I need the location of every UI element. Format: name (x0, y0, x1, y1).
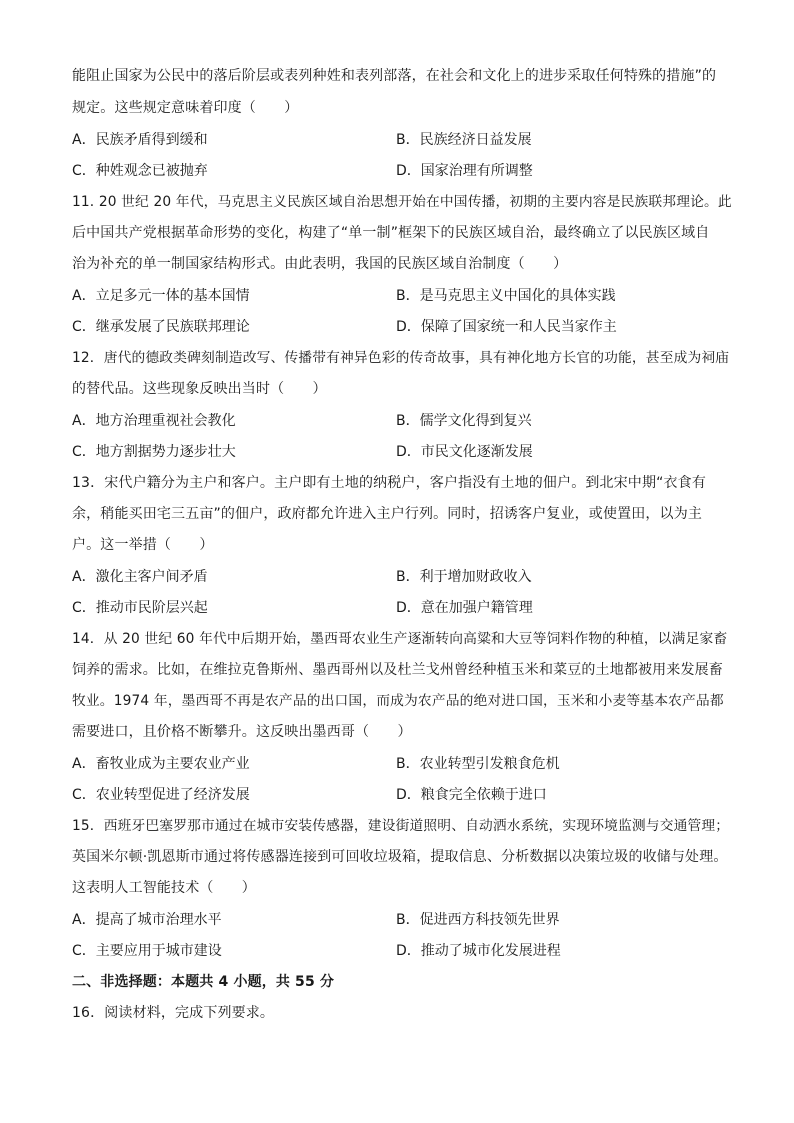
option-d: D．粮食完全依赖于进口 (396, 787, 547, 803)
option-c: C．地方割据势力逐步壮大 (72, 444, 236, 460)
question-14-line: 14．从 20 世纪 60 年代中后期开始，墨西哥农业生产逐渐转向高粱和大豆等饲料作物的种植，以满足家畜 (72, 631, 728, 647)
question-15-line: 15．西班牙巴塞罗那市通过在城市安装传感器，建设街道照明、自动洒水系统，实现环境监测与交通管理； (72, 818, 730, 834)
question-11-line: 11. 20 世纪 20 年代，马克思主义民族区域自治思想开始在中国传播，初期的主要内容是民族联邦理论。此 (72, 194, 732, 210)
option-b: B．利于增加财政收入 (396, 569, 532, 585)
question-13-line: 13．宋代户籍分为主户和客户。主户即有土地的纳税户，客户指没有土地的佃户。到北宋中期“衣食有 (72, 475, 706, 491)
option-c: C．种姓观念已被抛弃 (72, 163, 208, 179)
question-11-line: 后中国共产党根据革命形势的变化，构建了“单一制”框架下的民族区域自治，最终确立了以民族区域自 (72, 225, 710, 241)
question-14-line: 需要进口，且价格不断攀升。这反映出墨西哥（ ） (72, 724, 412, 740)
option-b: B．农业转型引发粮食危机 (396, 756, 560, 772)
option-a: A．民族矛盾得到缓和 (72, 132, 208, 148)
option-d: D．推动了城市化发展进程 (396, 943, 561, 959)
question-15-line: 这表明人工智能技术（ ） (72, 880, 256, 896)
question-14-line: 牧业。1974 年，墨西哥不再是农产品的出口国，而成为农产品的绝对进口国，玉米和小麦等基本农产品都 (72, 693, 724, 709)
option-b: B．儒学文化得到复兴 (396, 413, 532, 429)
option-a: A．地方治理重视社会教化 (72, 413, 236, 429)
option-c: C．农业转型促进了经济发展 (72, 787, 250, 803)
question-12-line: 12．唐代的德政类碑刻制造改写、传播带有神异色彩的传奇故事，具有神化地方长官的功能，甚至成为祠庙 (72, 350, 730, 366)
option-d: D．意在加强户籍管理 (396, 600, 533, 616)
option-d: D．保障了国家统一和人民当家作主 (396, 319, 617, 335)
question-12-line: 的替代品。这些现象反映出当时（ ） (72, 381, 327, 397)
question-15-line: 英国米尔顿·凯恩斯市通过将传感器连接到可回收垃圾箱，提取信息、分析数据以决策垃圾的收储与处理。 (72, 849, 728, 865)
option-a: A．提高了城市治理水平 (72, 912, 222, 928)
question-14-line: 饲养的需求。比如，在维拉克鲁斯州、墨西哥州以及杜兰戈州曾经种植玉米和菜豆的土地都被用来发展畜 (72, 662, 723, 678)
question-text-line: 能阻止国家为公民中的落后阶层或表列种姓和表列部落，在社会和文化上的进步采取任何特殊的措施”的 (72, 68, 717, 84)
option-c: C．主要应用于城市建设 (72, 943, 222, 959)
question-13-line: 余，稍能买田宅三五亩”的佃户，政府都允许进入主户行列。同时，招诱客户复业，或使置田，以为主 (72, 506, 702, 522)
option-d: D．市民文化逐渐发展 (396, 444, 533, 460)
option-c: C．继承发展了民族联邦理论 (72, 319, 250, 335)
section-heading: 二、非选择题：本题共 4 小题，共 55 分 (72, 974, 335, 990)
option-a: A．畜牧业成为主要农业产业 (72, 756, 250, 772)
question-16-line: 16．阅读材料，完成下列要求。 (72, 1005, 275, 1021)
option-b: B．是马克思主义中国化的具体实践 (396, 288, 616, 304)
option-d: D．国家治理有所调整 (396, 163, 533, 179)
option-b: B．促进西方科技领先世界 (396, 912, 560, 928)
question-text-line: 规定。这些规定意味着印度（ ） (72, 100, 299, 116)
question-13-line: 户。这一举措（ ） (72, 537, 214, 553)
option-b: B．民族经济日益发展 (396, 132, 532, 148)
option-a: A．激化主客户间矛盾 (72, 569, 208, 585)
option-a: A．立足多元一体的基本国情 (72, 288, 250, 304)
question-11-line: 治为补充的单一制国家结构形式。由此表明，我国的民族区域自治制度（ ） (72, 256, 568, 272)
option-c: C．推动市民阶层兴起 (72, 600, 208, 616)
